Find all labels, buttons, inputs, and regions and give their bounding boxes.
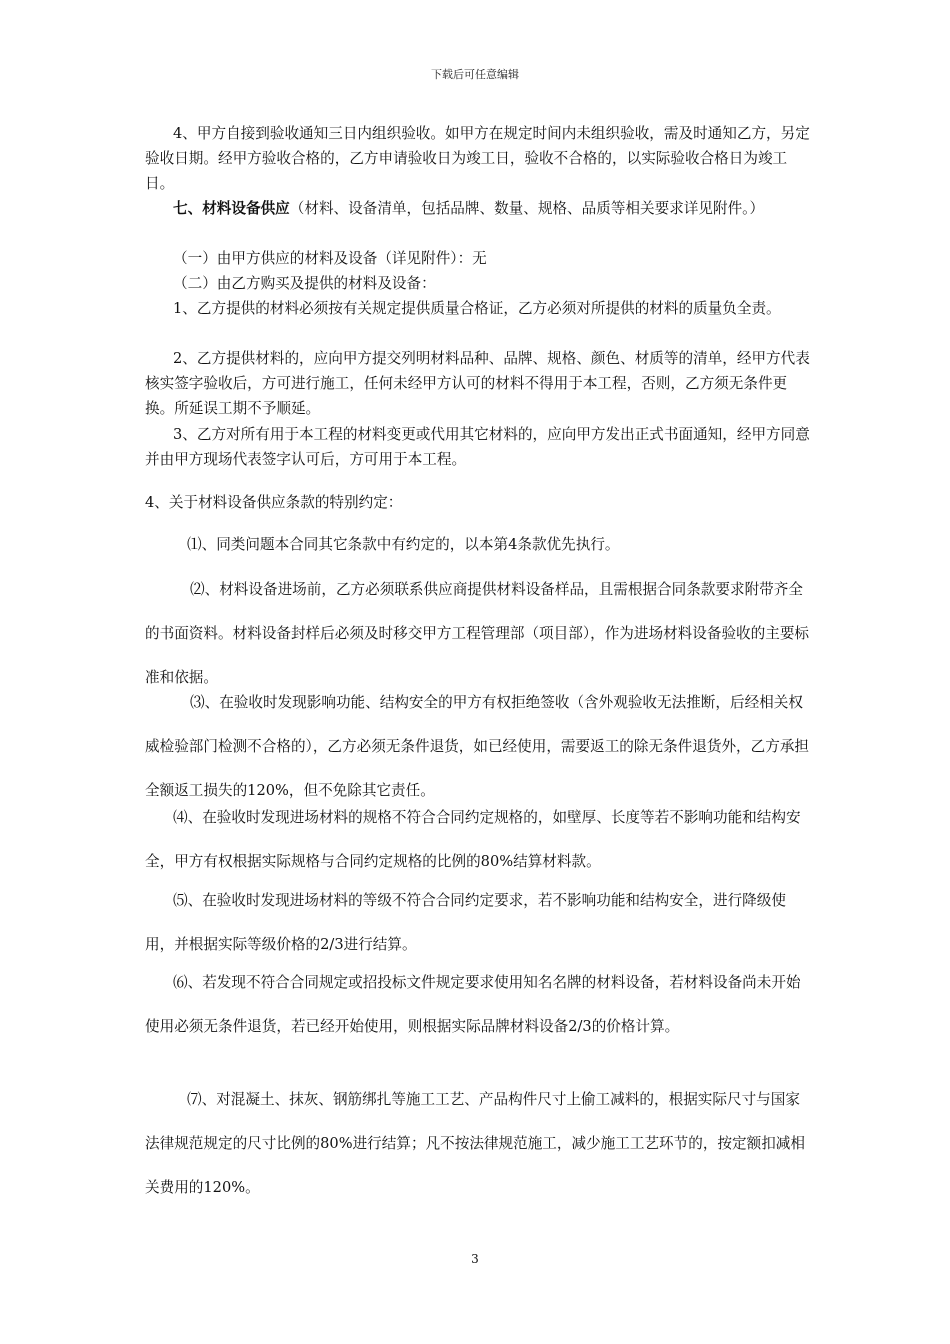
- section-7-title: 七、材料设备供应: [173, 200, 290, 217]
- paragraph-acceptance-text: 4、甲方自接到验收通知三日内组织验收。如甲方在规定时间内未组织验收，需及时通知乙方，另定验收日期。经甲方验收合格的，乙方申请验收日为竣工日，验收不合格的，以实际验收合格日为竣工日。: [145, 125, 810, 192]
- subsection-2: （二）由乙方购买及提供的材料及设备：: [173, 275, 436, 292]
- section-7-heading: [145, 196, 810, 221]
- clause-3: ⑶、在验收时发现影响功能、结构安全的甲方有权拒绝签收（含外观验收无法推断，后经相关权威检验部门检测不合格的），乙方必须无条件退货，如已经使用，需要返工的除无条件退货外，乙方承担全额返工损失的120%，但不免除其它责任。: [145, 694, 810, 799]
- clause-6: ⑹、若发现不符合合同规定或招投标文件规定要求使用知名名牌的材料设备，若材料设备尚未开始使用必须无条件退货，若已经开始使用，则根据实际品牌材料设备2/3的价格计算。: [145, 974, 801, 1035]
- paragraph-acceptance: [145, 121, 810, 196]
- list-item-3: 3、乙方对所有用于本工程的材料变更或代用其它材料的，应向甲方发出正式书面通知，经甲方同意并由甲方现场代表签字认可后，方可用于本工程。: [145, 426, 810, 468]
- clause-4: ⑷、在验收时发现进场材料的规格不符合合同约定规格的，如壁厚、长度等若不影响功能和结构安全，甲方有权根据实际规格与合同约定规格的比例的80%结算材料款。: [145, 809, 801, 870]
- subsection-1: （一）由甲方供应的材料及设备（详见附件）：无: [173, 250, 487, 267]
- clause-1: ⑴、同类问题本合同其它条款中有约定的，以本第4条款优先执行。: [187, 536, 620, 553]
- list-item-4-heading: 4、关于材料设备供应条款的特别约定：: [145, 494, 403, 511]
- clause-7: ⑺、对混凝土、抹灰、钢筋绑扎等施工工艺、产品构件尺寸上偷工减料的，根据实际尺寸与国家法律规范规定的尺寸比例的80%进行结算；凡不按法律规范施工，减少施工工艺环节的，按定额扣减相关费用的120%。: [145, 1091, 805, 1196]
- clause-5: ⑸、在验收时发现进场材料的等级不符合合同约定要求，若不影响功能和结构安全，进行降级使用，并根据实际等级价格的2/3进行结算。: [145, 892, 786, 953]
- clause-2: ⑵、材料设备进场前，乙方必须联系供应商提供材料设备样品，且需根据合同条款要求附带齐全的书面资料。材料设备封样后必须及时移交甲方工程管理部（项目部），作为进场材料设备验收的主要标准和依据。: [145, 581, 810, 686]
- page-number: 3: [471, 1252, 479, 1266]
- list-item-2: 2、乙方提供材料的，应向甲方提交列明材料品种、品牌、规格、颜色、材质等的清单，经甲方代表核实签字验收后，方可进行施工，任何未经甲方认可的材料不得用于本工程，否则，乙方须无条件更换。所延误工期不予顺延。: [145, 350, 810, 417]
- section-7-note: （材料、设备清单，包括品牌、数量、规格、品质等相关要求详见附件。）: [289, 200, 765, 217]
- list-item-1: 1、乙方提供的材料必须按有关规定提供质量合格证，乙方必须对所提供的材料的质量负全责。: [173, 300, 781, 317]
- page-header: 下载后可任意编辑: [431, 68, 519, 81]
